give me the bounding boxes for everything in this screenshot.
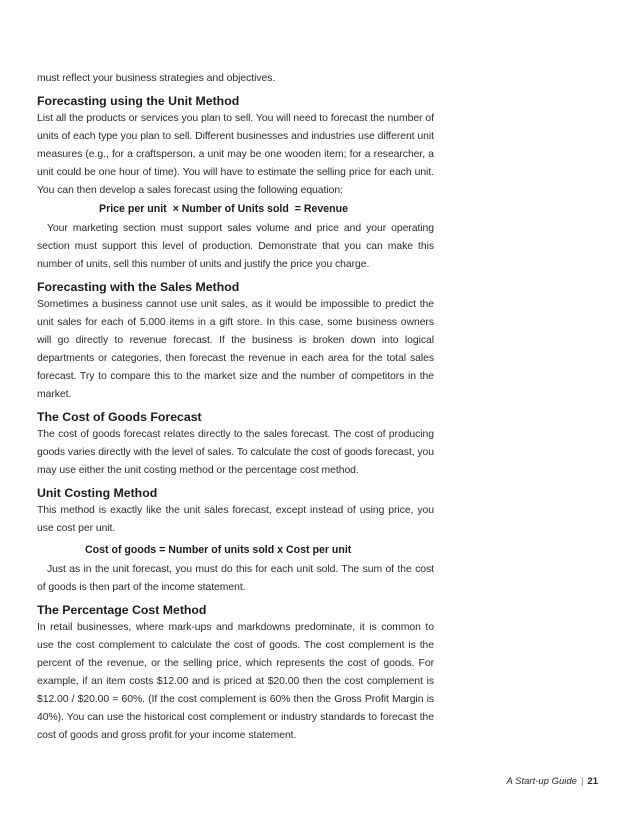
- paragraph-cost-of-goods: The cost of goods forecast relates directly to the sales forecast. The cost of producing goods varies directly with the level of sales. To calculate the cost of goods forecast, you may use either the unit costing method or the percentage cost method.: [37, 429, 434, 476]
- intro-line: must reflect your business strategies and objectives.: [37, 73, 276, 84]
- paragraph-unit-forecast: Just as in the unit forecast, you must do this for each unit sold. The sum of the cost of goods is then part of the income statement.: [37, 564, 434, 593]
- paragraph-sales-method: Sometimes a business cannot use unit sales, as it would be impossible to predict the unit sales for each of 5,000 items in a gift store. In this case, some business owners will go directly to revenue forecast. If the business is broken down into logical departments or categories, then forecast the revenue in each area for the total sales forecast. Try to compare this to the market size and the number of competitors in the market.: [37, 299, 434, 400]
- equation-revenue: Price per unit × Number of Units sold = Revenue: [99, 203, 349, 215]
- footer-guide-title: A Start-up Guide: [506, 776, 577, 787]
- equation-cost-of-goods: Cost of goods = Number of units sold x Cost per unit: [85, 544, 352, 556]
- page-body: [37, 70, 434, 745]
- paragraph-unit-costing: This method is exactly like the unit sales forecast, except instead of using price, you use cost per unit.: [37, 505, 434, 534]
- paragraph-unit-method: List all the products or services you plan to sell. You will need to forecast the number of units of each type you plan to sell. Different businesses and industries use different unit measures (e.g., for a craftsperson, a unit may be one wooden item; for a researcher, a unit could be one hour of time). You will have to estimate the selling price for each unit. You can then develop a sales forecast using the following equation:: [37, 113, 434, 196]
- heading-unit-costing: Unit Costing Method: [37, 486, 158, 500]
- paragraph-marketing-support: Your marketing section must support sales volume and price and your operating section must support this level of production. Demonstrate that you can make this number of units, sell this number of units and justify the price you charge.: [37, 223, 434, 270]
- paragraph-percentage-cost: In retail businesses, where mark-ups and markdowns predominate, it is common to use the cost complement to calculate the cost of goods. The cost complement is the percent of the revenue, or the selling price, which represents the cost of goods. For example, if an item costs $12.00 and is priced at $20.00 then the cost complement is $12.00 / $20.00 = 60%. (If the cost complement is 60% then the Gross Profit Margin is 40%). You can use the historical cost complement or industry standards to forecast the cost of goods and gross profit for your income statement.: [37, 622, 434, 741]
- page-footer: [507, 776, 598, 787]
- heading-cost-of-goods: The Cost of Goods Forecast: [37, 410, 202, 424]
- footer-separator: |: [580, 776, 584, 787]
- heading-unit-method: Forecasting using the Unit Method: [37, 94, 240, 108]
- page-number: 21: [587, 776, 598, 787]
- heading-sales-method: Forecasting with the Sales Method: [37, 280, 240, 294]
- heading-percentage-cost: The Percentage Cost Method: [37, 603, 207, 617]
